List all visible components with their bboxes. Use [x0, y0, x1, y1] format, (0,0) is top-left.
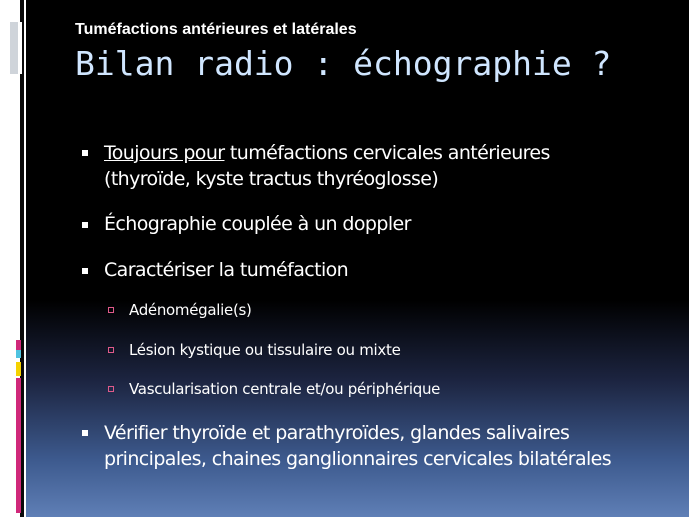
bullet-4-line1: Vérifier thyroïde et parathyroïdes, glandes salivaires	[104, 422, 570, 444]
bullet-1-line2: (thyroïde, kyste tractus thyréoglosse)	[104, 168, 439, 190]
bullet-marker	[82, 150, 88, 156]
accent-magenta-mark	[16, 340, 21, 350]
sub-bullet-marker	[108, 386, 114, 392]
sub-bullet-2: Lésion kystique ou tissulaire ou mixte	[129, 341, 401, 359]
accent-cyan-mark	[16, 350, 21, 358]
bullet-3: Caractériser la tuméfaction	[104, 259, 349, 281]
slide-subtitle: Tuméfactions antérieures et latérales	[75, 21, 357, 38]
bullet-4	[104, 420, 611, 472]
bullet-marker	[82, 222, 88, 228]
sub-bullet-marker	[108, 307, 114, 313]
slide-title: Bilan radio : échographie ?	[75, 44, 612, 83]
accent-magenta-bar	[16, 378, 21, 513]
bullet-marker	[82, 430, 88, 436]
sub-bullet-1: Adénomégalie(s)	[129, 301, 252, 319]
bullet-1	[104, 140, 550, 192]
accent-yellow-mark	[16, 362, 21, 376]
bullet-marker	[82, 268, 88, 274]
bullet-1-line1-rest: tuméfactions cervicales antérieures	[224, 142, 550, 164]
bullet-4-line2: principales, chaines ganglionnaires cervicales bilatérales	[104, 448, 612, 470]
decor-line	[20, 22, 22, 74]
bullet-2: Échographie couplée à un doppler	[104, 213, 411, 235]
sub-bullet-marker	[108, 347, 114, 353]
decor-block	[10, 22, 18, 74]
sub-bullet-3: Vascularisation centrale et/ou périphérique	[129, 380, 441, 398]
bullet-1-underlined-lead: Toujours pour	[104, 142, 225, 164]
